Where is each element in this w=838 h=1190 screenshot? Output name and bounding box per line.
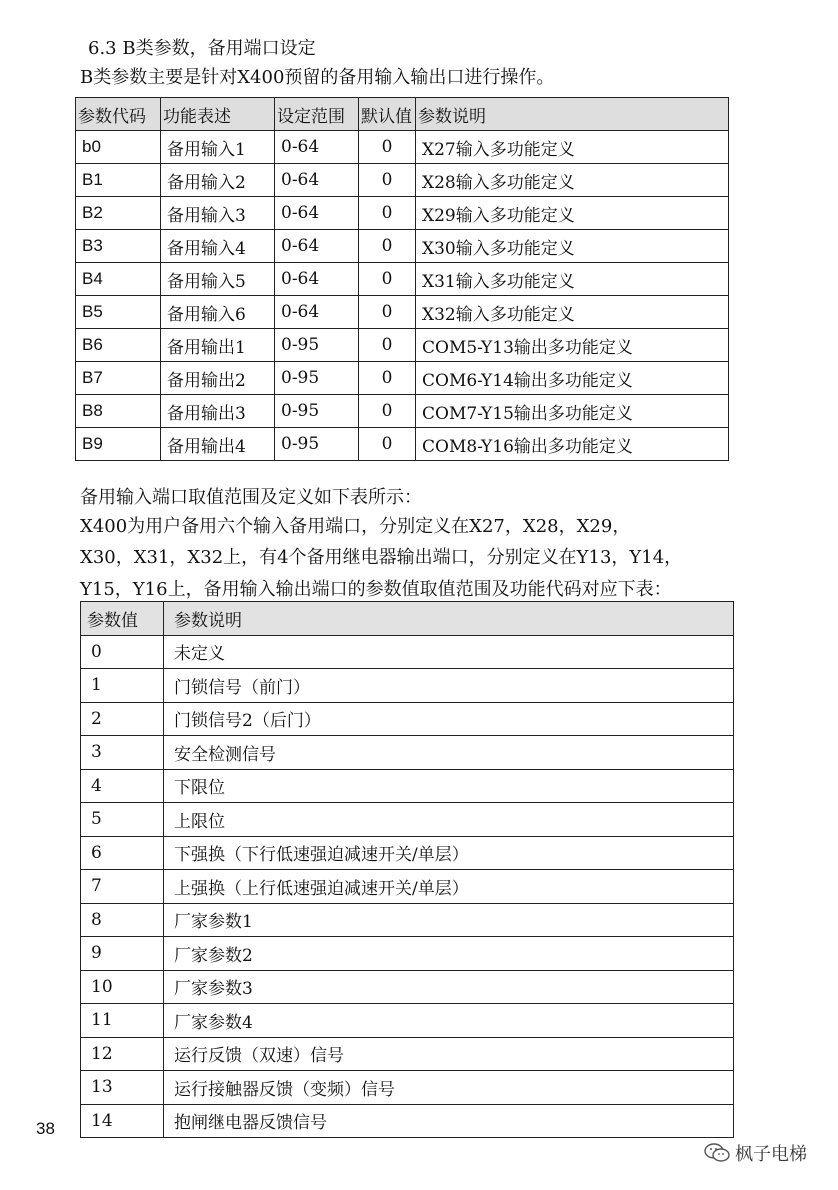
page-number: 38 xyxy=(36,1119,55,1138)
param-description-cell: 抱闸继电器反馈信号 xyxy=(164,1104,734,1138)
description-cell: COM7-Y15输出多功能定义 xyxy=(416,395,729,428)
header-param-value: 参数值 xyxy=(81,602,164,636)
table-row xyxy=(76,329,729,362)
header-param-code: 参数代码 xyxy=(76,98,161,131)
header-function: 功能表述 xyxy=(161,98,275,131)
param-description-cell: 安全检测信号 xyxy=(164,736,734,770)
table-row xyxy=(76,428,729,461)
param-code-cell: B4 xyxy=(76,263,161,296)
default-cell: 0 xyxy=(359,428,416,461)
range-cell: 0-64 xyxy=(275,230,359,263)
table-row xyxy=(81,903,734,937)
range-cell: 0-64 xyxy=(275,131,359,164)
function-cell: 备用输入3 xyxy=(161,197,275,230)
range-cell: 0-95 xyxy=(275,395,359,428)
table-row xyxy=(76,230,729,263)
function-cell: 备用输入6 xyxy=(161,296,275,329)
param-description-cell: 上强换（上行低速强迫减速开关/单层） xyxy=(164,870,734,904)
table-row xyxy=(81,803,734,837)
description-cell: X32输入多功能定义 xyxy=(416,296,729,329)
param-description-cell: 门锁信号2（后门） xyxy=(164,702,734,736)
table-row xyxy=(76,131,729,164)
description-cell: COM8-Y16输出多功能定义 xyxy=(416,428,729,461)
range-cell: 0-64 xyxy=(275,296,359,329)
function-cell: 备用输入5 xyxy=(161,263,275,296)
range-cell: 0-64 xyxy=(275,263,359,296)
table-row xyxy=(81,870,734,904)
param-value-cell: 6 xyxy=(81,836,164,870)
default-cell: 0 xyxy=(359,362,416,395)
param-value-cell: 4 xyxy=(81,769,164,803)
table-row xyxy=(81,736,734,770)
header-range: 设定范围 xyxy=(275,98,359,131)
table-header-row xyxy=(76,98,729,131)
description-cell: COM5-Y13输出多功能定义 xyxy=(416,329,729,362)
param-description-cell: 运行接触器反馈（变频）信号 xyxy=(164,1071,734,1105)
param-value-cell: 1 xyxy=(81,669,164,703)
table-row xyxy=(76,395,729,428)
range-cell: 0-64 xyxy=(275,164,359,197)
function-cell: 备用输出2 xyxy=(161,362,275,395)
param-code-cell: B7 xyxy=(76,362,161,395)
table-row xyxy=(81,937,734,971)
table-row xyxy=(81,836,734,870)
param-description-cell: 下限位 xyxy=(164,769,734,803)
description-cell: X28输入多功能定义 xyxy=(416,164,729,197)
param-code-cell: b0 xyxy=(76,131,161,164)
function-cell: 备用输出4 xyxy=(161,428,275,461)
param-code-cell: B2 xyxy=(76,197,161,230)
paragraph-4: Y15，Y16上，备用输入输出端口的参数值取值范围及功能代码对应下表： xyxy=(80,579,672,600)
table-row xyxy=(76,197,729,230)
paragraph-2: X400为用户备用六个输入备用端口，分别定义在X27，X28，X29， xyxy=(80,516,631,537)
param-value-cell: 5 xyxy=(81,803,164,837)
port-value-table xyxy=(80,601,734,1138)
table-row xyxy=(76,362,729,395)
range-cell: 0-95 xyxy=(275,428,359,461)
function-cell: 备用输入4 xyxy=(161,230,275,263)
param-value-cell: 8 xyxy=(81,903,164,937)
default-cell: 0 xyxy=(359,197,416,230)
description-cell: X27输入多功能定义 xyxy=(416,131,729,164)
param-value-cell: 2 xyxy=(81,702,164,736)
param-code-cell: B3 xyxy=(76,230,161,263)
description-cell: X29输入多功能定义 xyxy=(416,197,729,230)
paragraph-1: 备用输入端口取值范围及定义如下表所示： xyxy=(80,487,422,508)
param-code-cell: B6 xyxy=(76,329,161,362)
table-row xyxy=(81,970,734,1004)
table-row xyxy=(81,1104,734,1138)
param-value-cell: 12 xyxy=(81,1037,164,1071)
section-heading: 6.3 B类参数，备用端口设定 xyxy=(88,38,316,59)
wechat-icon xyxy=(703,1142,731,1164)
param-code-cell: B9 xyxy=(76,428,161,461)
param-code-cell: B5 xyxy=(76,296,161,329)
function-cell: 备用输入1 xyxy=(161,131,275,164)
b-parameter-table xyxy=(75,97,729,461)
watermark-text: 枫子电梯 xyxy=(735,1144,807,1165)
param-value-cell: 11 xyxy=(81,1004,164,1038)
description-cell: X31输入多功能定义 xyxy=(416,263,729,296)
table-row xyxy=(81,635,734,669)
table-row xyxy=(81,1037,734,1071)
param-description-cell: 上限位 xyxy=(164,803,734,837)
default-cell: 0 xyxy=(359,296,416,329)
param-value-cell: 3 xyxy=(81,736,164,770)
param-description-cell: 厂家参数1 xyxy=(164,903,734,937)
range-cell: 0-95 xyxy=(275,329,359,362)
param-description-cell: 厂家参数3 xyxy=(164,970,734,1004)
table-row xyxy=(76,296,729,329)
default-cell: 0 xyxy=(359,131,416,164)
table-row xyxy=(76,263,729,296)
param-value-cell: 10 xyxy=(81,970,164,1004)
table-row xyxy=(81,669,734,703)
intro-text: B类参数主要是针对X400预留的备用输入输出口进行操作。 xyxy=(80,67,555,88)
param-code-cell: B1 xyxy=(76,164,161,197)
header-description: 参数说明 xyxy=(416,98,729,131)
param-description-cell: 下强换（下行低速强迫减速开关/单层） xyxy=(164,836,734,870)
header-default: 默认值 xyxy=(359,98,416,131)
param-value-cell: 13 xyxy=(81,1071,164,1105)
table-row xyxy=(81,702,734,736)
function-cell: 备用输出3 xyxy=(161,395,275,428)
table-row xyxy=(81,1071,734,1105)
param-description-cell: 未定义 xyxy=(164,635,734,669)
function-cell: 备用输出1 xyxy=(161,329,275,362)
param-code-cell: B8 xyxy=(76,395,161,428)
description-cell: COM6-Y14输出多功能定义 xyxy=(416,362,729,395)
param-value-cell: 9 xyxy=(81,937,164,971)
param-value-cell: 7 xyxy=(81,870,164,904)
default-cell: 0 xyxy=(359,263,416,296)
b-parameter-table-body xyxy=(76,131,729,461)
default-cell: 0 xyxy=(359,164,416,197)
param-description-cell: 运行反馈（双速）信号 xyxy=(164,1037,734,1071)
default-cell: 0 xyxy=(359,395,416,428)
table-header-row xyxy=(81,602,734,636)
watermark xyxy=(703,1140,807,1166)
table-row xyxy=(81,769,734,803)
default-cell: 0 xyxy=(359,329,416,362)
range-cell: 0-64 xyxy=(275,197,359,230)
param-description-cell: 厂家参数4 xyxy=(164,1004,734,1038)
port-value-table-body xyxy=(81,635,734,1138)
header-param-description: 参数说明 xyxy=(164,602,734,636)
param-description-cell: 厂家参数2 xyxy=(164,937,734,971)
function-cell: 备用输入2 xyxy=(161,164,275,197)
param-description-cell: 门锁信号（前门） xyxy=(164,669,734,703)
table-row xyxy=(81,1004,734,1038)
table-row xyxy=(76,164,729,197)
param-value-cell: 14 xyxy=(81,1104,164,1138)
range-cell: 0-95 xyxy=(275,362,359,395)
param-value-cell: 0 xyxy=(81,635,164,669)
paragraph-3: X30，X31，X32上，有4个备用继电器输出端口，分别定义在Y13，Y14， xyxy=(80,547,683,568)
default-cell: 0 xyxy=(359,230,416,263)
description-cell: X30输入多功能定义 xyxy=(416,230,729,263)
